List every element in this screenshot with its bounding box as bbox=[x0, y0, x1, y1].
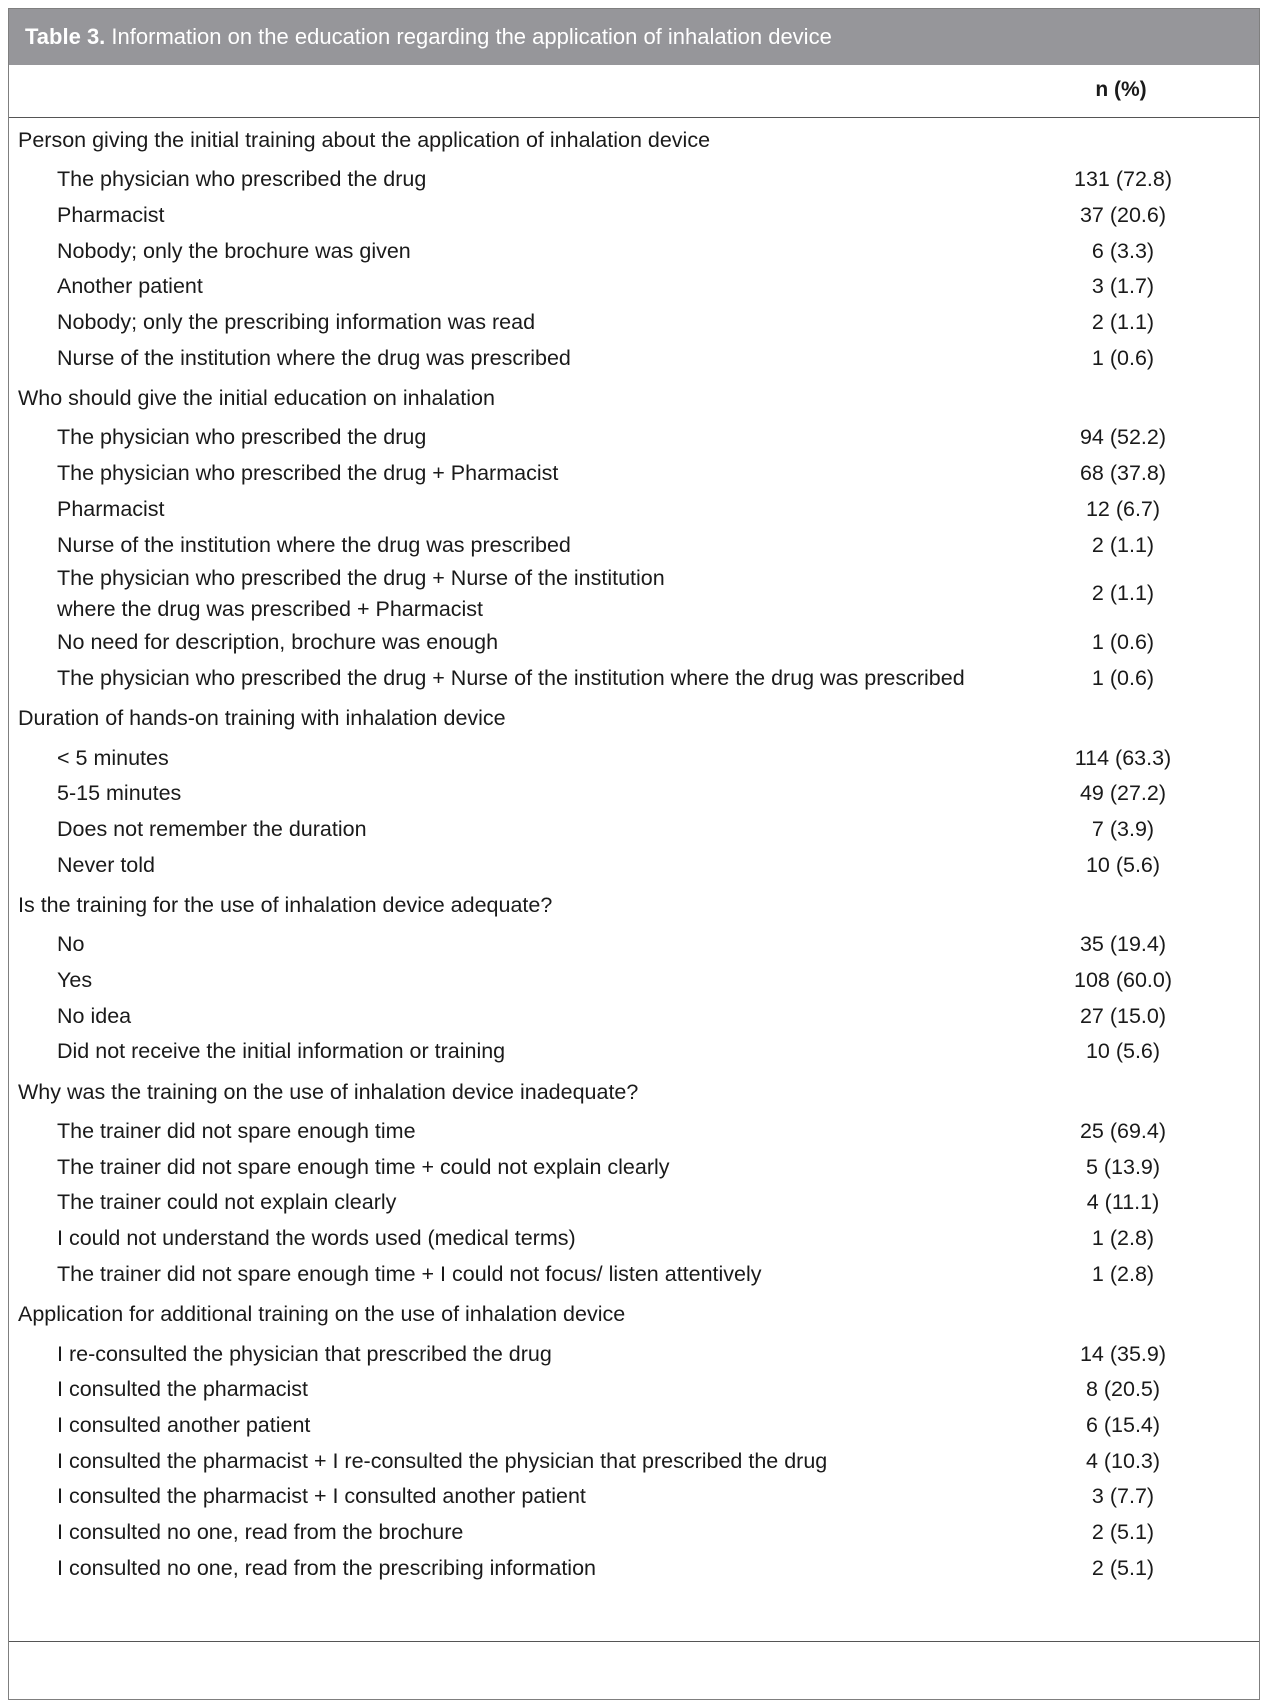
row-label-line: The trainer did not spare enough time + could not explain clearly bbox=[57, 1154, 670, 1179]
table-section bbox=[9, 700, 1259, 883]
row-value: 1 (0.6) bbox=[1091, 665, 1155, 690]
table-row bbox=[9, 625, 1259, 661]
table-row bbox=[9, 563, 1259, 625]
row-label bbox=[9, 743, 1023, 774]
table-section bbox=[9, 380, 1259, 696]
row-label-line: The trainer did not spare enough time bbox=[57, 1119, 416, 1144]
table-row bbox=[9, 162, 1259, 198]
table-row bbox=[9, 456, 1259, 492]
row-label bbox=[9, 343, 1023, 374]
row-value: 49 (27.2) bbox=[1079, 781, 1167, 806]
table-row bbox=[9, 1479, 1259, 1515]
row-label-line: I could not understand the words used (medical terms) bbox=[57, 1226, 576, 1251]
row-value: 114 (63.3) bbox=[1074, 745, 1172, 770]
row-label-line: < 5 minutes bbox=[57, 745, 169, 770]
row-label-line: The physician who prescribed the drug bbox=[57, 425, 427, 450]
row-label-line: No idea bbox=[57, 1003, 132, 1028]
row-label bbox=[9, 1223, 1023, 1254]
section-title: Why was the training on the use of inhalation device inadequate? bbox=[18, 1079, 639, 1104]
row-label-line: Nobody; only the prescribing information was read bbox=[57, 310, 536, 335]
section-title: Person giving the initial training about the application of inhalation device bbox=[18, 128, 711, 152]
row-label-line: I consulted no one, read from the prescribing information bbox=[57, 1555, 596, 1580]
table-row bbox=[9, 1336, 1259, 1372]
table-row bbox=[9, 233, 1259, 269]
row-label-line: Another patient bbox=[57, 274, 203, 299]
row-label-line: 5-15 minutes bbox=[57, 781, 182, 806]
table-row bbox=[9, 1408, 1259, 1444]
row-label bbox=[9, 164, 1023, 195]
row-value: 68 (37.8) bbox=[1079, 461, 1167, 486]
row-label bbox=[9, 850, 1023, 881]
row-label bbox=[9, 929, 1023, 960]
table-section bbox=[9, 122, 1259, 376]
row-value: 1 (0.6) bbox=[1091, 630, 1155, 655]
table-row bbox=[9, 1185, 1259, 1221]
row-value: 94 (52.2) bbox=[1079, 425, 1167, 450]
row-label bbox=[9, 200, 1023, 231]
table-row bbox=[9, 1034, 1259, 1070]
table-row bbox=[9, 776, 1259, 812]
table-row bbox=[9, 1443, 1259, 1479]
row-value: 14 (35.9) bbox=[1079, 1341, 1167, 1366]
row-label-line: I consulted the pharmacist + I consulted another patient bbox=[57, 1484, 586, 1509]
row-value: 2 (1.1) bbox=[1091, 310, 1155, 335]
table-row bbox=[9, 1221, 1259, 1257]
row-label bbox=[9, 530, 1023, 561]
table-row bbox=[9, 1257, 1259, 1293]
table-row bbox=[9, 340, 1259, 376]
row-label bbox=[9, 1152, 1023, 1183]
row-label bbox=[9, 236, 1023, 267]
row-label-line: Does not remember the duration bbox=[57, 816, 367, 841]
row-label-line: The physician who prescribed the drug + Pharmacist bbox=[57, 461, 559, 486]
row-label bbox=[9, 1001, 1023, 1032]
table-section bbox=[9, 1074, 1259, 1292]
row-value: 25 (69.4) bbox=[1079, 1119, 1167, 1144]
row-label-line: I consulted no one, read from the brochure bbox=[57, 1519, 464, 1544]
row-value: 6 (15.4) bbox=[1085, 1412, 1161, 1437]
row-label bbox=[9, 1036, 1023, 1067]
row-label-line: Nurse of the institution where the drug was prescribed bbox=[57, 532, 571, 557]
section-title: Duration of hands-on training with inhalation device bbox=[18, 706, 506, 731]
row-label bbox=[9, 1116, 1023, 1147]
table-row bbox=[9, 198, 1259, 234]
row-value: 2 (1.1) bbox=[1091, 532, 1155, 557]
row-label-line: where the drug was prescribed + Pharmacist bbox=[57, 596, 484, 621]
row-value: 8 (20.5) bbox=[1085, 1377, 1161, 1402]
row-label-line: Nurse of the institution where the drug was prescribed bbox=[57, 345, 571, 370]
table-header-row bbox=[9, 65, 1259, 118]
table-row bbox=[9, 1149, 1259, 1185]
table-row bbox=[9, 1114, 1259, 1150]
table-3 bbox=[8, 8, 1260, 1700]
table-row bbox=[9, 1515, 1259, 1551]
row-label bbox=[9, 627, 1023, 658]
row-label bbox=[9, 271, 1023, 302]
caption-text: Information on the education regarding the application of inhalation device bbox=[111, 24, 832, 49]
row-value: 2 (1.1) bbox=[1091, 581, 1155, 606]
table-body bbox=[9, 122, 1259, 1586]
row-label bbox=[9, 1446, 1023, 1477]
row-label bbox=[9, 1553, 1023, 1584]
row-value: 4 (11.1) bbox=[1086, 1190, 1160, 1215]
section-title: Who should give the initial education on inhalation bbox=[18, 386, 495, 411]
row-label bbox=[9, 1517, 1023, 1548]
row-label bbox=[9, 1374, 1023, 1405]
row-value: 27 (15.0) bbox=[1079, 1003, 1167, 1028]
column-header-n-percent: n (%) bbox=[1095, 78, 1147, 101]
row-label-line: I consulted the pharmacist bbox=[57, 1377, 308, 1402]
table-row bbox=[9, 847, 1259, 883]
row-value: 4 (10.3) bbox=[1085, 1448, 1161, 1473]
table-section bbox=[9, 887, 1259, 1070]
row-value: 10 (5.6) bbox=[1085, 852, 1161, 877]
row-label-line: Pharmacist bbox=[57, 496, 165, 521]
row-label bbox=[9, 1410, 1023, 1441]
table-row bbox=[9, 1550, 1259, 1586]
row-label-line: Nobody; only the brochure was given bbox=[57, 238, 411, 263]
row-value: 2 (5.1) bbox=[1091, 1519, 1155, 1544]
row-label-line: The trainer could not explain clearly bbox=[57, 1190, 397, 1215]
table-bottom-rule bbox=[9, 1641, 1259, 1642]
table-row bbox=[9, 963, 1259, 999]
row-value: 37 (20.6) bbox=[1079, 203, 1167, 228]
row-label bbox=[9, 1259, 1023, 1290]
row-label-line: The trainer did not spare enough time + I could not focus/ listen attentively bbox=[57, 1261, 762, 1286]
row-label-line: Pharmacist bbox=[57, 203, 165, 228]
table-row bbox=[9, 420, 1259, 456]
table-row bbox=[9, 998, 1259, 1034]
row-value: 1 (2.8) bbox=[1091, 1261, 1155, 1286]
row-label-line: The physician who prescribed the drug + Nurse of the institution where the drug was prescribed bbox=[57, 665, 965, 690]
row-value: 10 (5.6) bbox=[1085, 1039, 1161, 1064]
section-title: Is the training for the use of inhalation device adequate? bbox=[18, 893, 553, 917]
row-label bbox=[9, 563, 1023, 625]
table-row bbox=[9, 269, 1259, 305]
row-label-line: The physician who prescribed the drug bbox=[57, 167, 427, 192]
row-label bbox=[9, 663, 1023, 694]
row-label bbox=[9, 1481, 1023, 1512]
row-value: 3 (7.7) bbox=[1091, 1484, 1155, 1509]
row-value: 131 (72.8) bbox=[1073, 167, 1172, 192]
table-row bbox=[9, 927, 1259, 963]
row-label bbox=[9, 1339, 1023, 1370]
row-label bbox=[9, 814, 1023, 845]
row-label-line: Did not receive the initial information or training bbox=[57, 1039, 506, 1064]
table-row bbox=[9, 305, 1259, 341]
row-label-line: No bbox=[57, 932, 85, 957]
row-label bbox=[9, 422, 1023, 453]
row-label-line: I consulted the pharmacist + I re-consulted the physician that prescribed the drug bbox=[57, 1448, 828, 1473]
row-label bbox=[9, 965, 1023, 996]
row-label-line: The physician who prescribed the drug + Nurse of the institution bbox=[57, 565, 665, 590]
table-row bbox=[9, 492, 1259, 528]
row-value: 6 (3.3) bbox=[1091, 238, 1155, 263]
table-row bbox=[9, 1372, 1259, 1408]
table-section bbox=[9, 1296, 1259, 1586]
row-value: 108 (60.0) bbox=[1073, 968, 1172, 993]
row-value: 5 (13.9) bbox=[1085, 1154, 1161, 1179]
row-label bbox=[9, 307, 1023, 338]
row-value: 3 (1.7) bbox=[1091, 274, 1155, 299]
row-value: 7 (3.9) bbox=[1091, 816, 1155, 841]
table-row bbox=[9, 527, 1259, 563]
row-label-line: I consulted another patient bbox=[57, 1412, 311, 1437]
table-row bbox=[9, 661, 1259, 697]
section-title: Application for additional training on the use of inhalation device bbox=[18, 1302, 626, 1327]
row-value: 35 (19.4) bbox=[1079, 932, 1167, 957]
row-label-line: No need for description, brochure was enough bbox=[57, 630, 499, 655]
row-label bbox=[9, 494, 1023, 525]
row-label-line: I re-consulted the physician that prescribed the drug bbox=[57, 1341, 552, 1366]
row-value: 1 (0.6) bbox=[1091, 345, 1155, 370]
row-label bbox=[9, 778, 1023, 809]
row-value: 1 (2.8) bbox=[1091, 1226, 1155, 1251]
caption-label: Table 3. bbox=[25, 24, 106, 49]
row-label bbox=[9, 1187, 1023, 1218]
row-value: 12 (6.7) bbox=[1085, 496, 1161, 521]
table-row bbox=[9, 740, 1259, 776]
row-label-line: Never told bbox=[57, 852, 155, 877]
table-row bbox=[9, 812, 1259, 848]
row-label bbox=[9, 458, 1023, 489]
row-label-line: Yes bbox=[57, 968, 93, 993]
row-value: 2 (5.1) bbox=[1091, 1555, 1155, 1580]
table-caption bbox=[9, 9, 1259, 65]
